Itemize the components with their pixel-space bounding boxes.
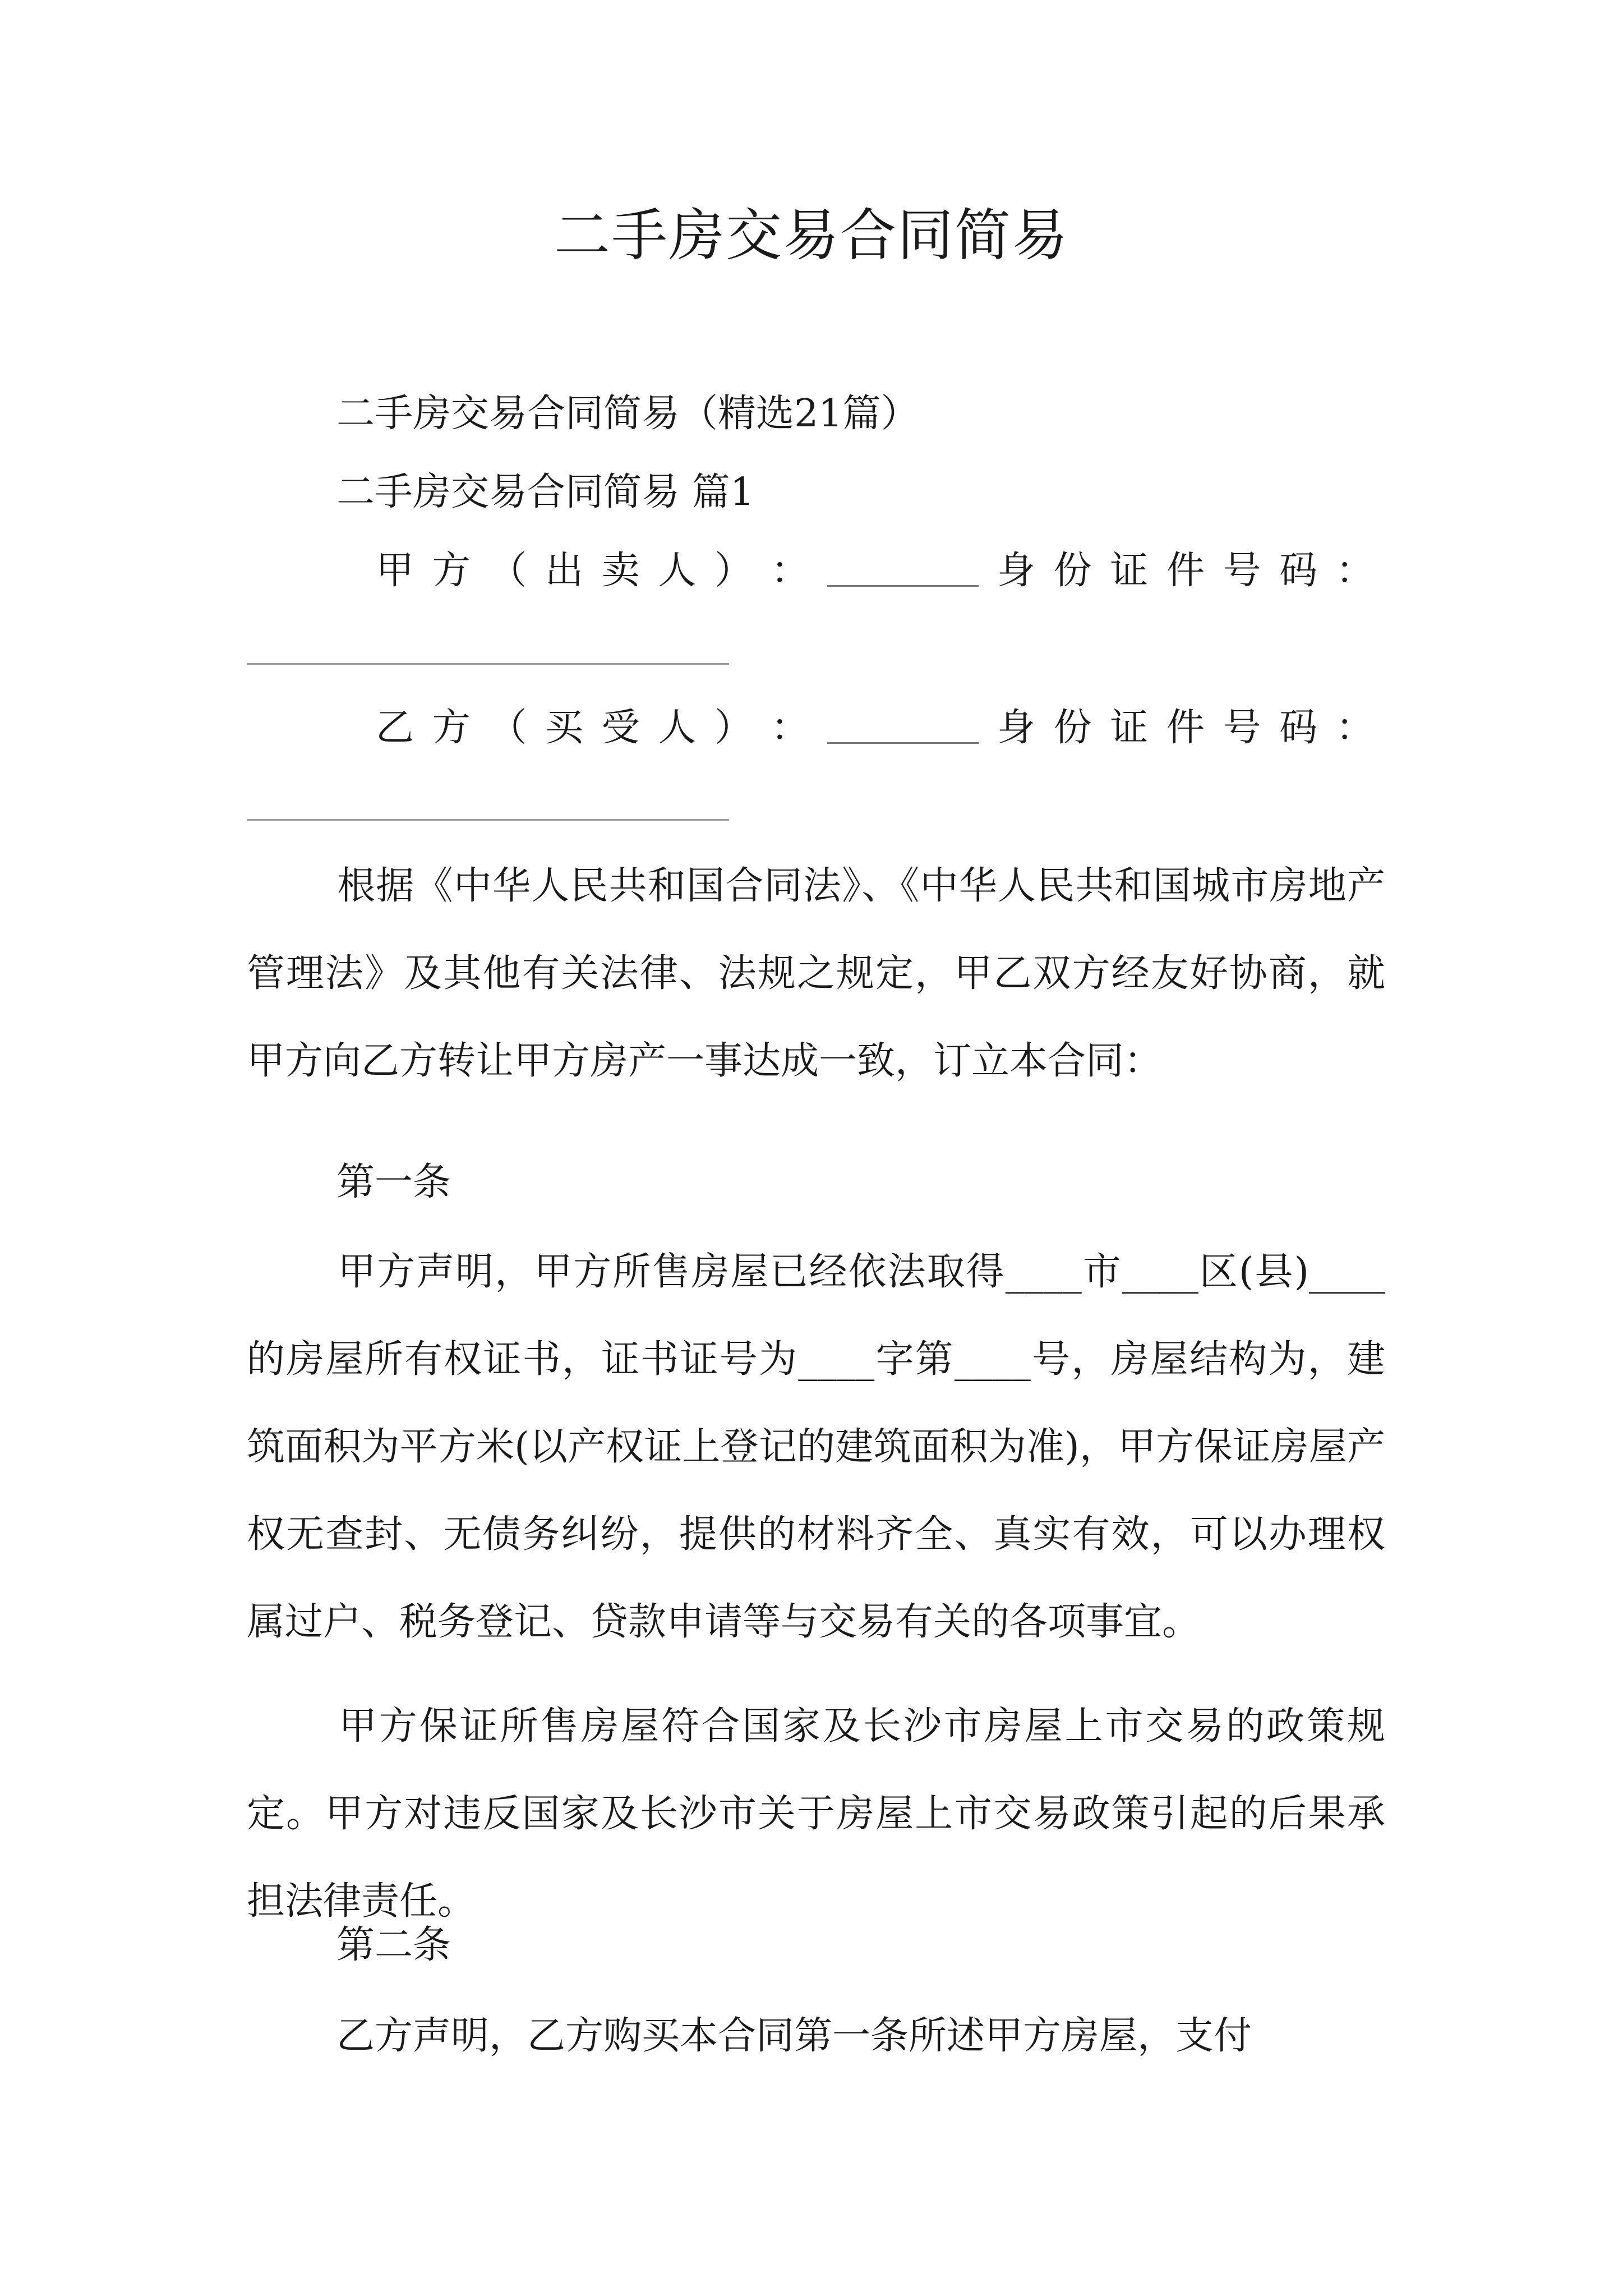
intro-paragraph bbox=[247, 843, 1385, 1105]
party-b-label-char: 人 bbox=[658, 706, 697, 750]
party-a-label-char: 人 bbox=[658, 549, 697, 593]
party-a-label-char: 方 bbox=[432, 549, 471, 593]
party-b-label-char: ： bbox=[771, 706, 809, 750]
party-b-id-char: 号 bbox=[1223, 706, 1261, 750]
party-b-id-char: 证 bbox=[1110, 706, 1149, 750]
party-b-id-char: 件 bbox=[1166, 706, 1205, 750]
party-b-label-char: 受 bbox=[601, 706, 640, 750]
party-a-label-char: 甲 bbox=[376, 549, 414, 593]
party-b-label-char: 方 bbox=[432, 706, 471, 750]
party-b-id-blank[interactable] bbox=[247, 819, 729, 821]
party-b-id-char: ： bbox=[1335, 706, 1374, 750]
party-a-id-char: 件 bbox=[1166, 549, 1205, 593]
party-b-id-char: 码 bbox=[1279, 706, 1318, 750]
article-2-paragraph-1-text: 乙方声明，乙方购买本合同第一条所述甲方房屋，支付 bbox=[336, 2014, 1252, 2058]
party-a-label-char: 出 bbox=[545, 549, 583, 593]
party-b-id-char: 身 bbox=[997, 706, 1035, 750]
intro-paragraph-text: 根据《中华人民共和国合同法》、《中华人民共和国城市房地产管理法》及其他有关法律、法规之规定，甲乙双方经友好协商，就甲方向乙方转让甲方房产一事达成一致，订立本合同： bbox=[247, 864, 1385, 1083]
party-a-label-char: ） bbox=[714, 549, 753, 593]
party-a-name-blank[interactable] bbox=[827, 551, 979, 587]
party-a-label-char: （ bbox=[488, 549, 527, 593]
party-a-label-char: 卖 bbox=[601, 549, 640, 593]
document-subtitle: 二手房交易合同简易（精选21篇） bbox=[336, 392, 919, 436]
party-b-id-char: 份 bbox=[1053, 706, 1092, 750]
party-b-label-char: ） bbox=[714, 706, 753, 750]
article-1-paragraph-2 bbox=[247, 1683, 1385, 1945]
party-a-id-char: 码 bbox=[1279, 549, 1318, 593]
party-a-row bbox=[376, 544, 1374, 598]
party-a-label-char: ： bbox=[771, 549, 809, 593]
document-title: 二手房交易合同简易 bbox=[554, 203, 1069, 268]
party-a-id-blank[interactable] bbox=[247, 663, 729, 665]
chapter-heading: 二手房交易合同简易 篇1 bbox=[336, 470, 754, 514]
party-a-id-char: ： bbox=[1335, 549, 1374, 593]
party-b-label-char: 买 bbox=[545, 706, 583, 750]
party-b-label-char: 乙 bbox=[376, 706, 414, 750]
party-a-id-char: 号 bbox=[1223, 549, 1261, 593]
party-a-id-char: 证 bbox=[1110, 549, 1149, 593]
party-b-label-char: （ bbox=[488, 706, 527, 750]
article-1-paragraph-1 bbox=[247, 1228, 1385, 1666]
article-2-heading: 第二条 bbox=[336, 1923, 451, 1967]
article-1-heading: 第一条 bbox=[336, 1160, 451, 1204]
party-b-row bbox=[376, 701, 1374, 755]
party-a-id-char: 身 bbox=[997, 549, 1035, 593]
party-b-name-blank[interactable] bbox=[827, 708, 979, 744]
article-1-paragraph-2-text: 甲方保证所售房屋符合国家及长沙市房屋上市交易的政策规定。甲方对违反国家及长沙市关于房屋上市交易政策引起的后果承担法律责任。 bbox=[247, 1704, 1385, 1924]
party-a-id-char: 份 bbox=[1053, 549, 1092, 593]
article-1-paragraph-1-text: 甲方声明，甲方所售房屋已经依法取得____市____区(县)____的房屋所有权证书，证书证号为____字第____号，房屋结构为，建筑面积为平方米(以产权证上登记的建筑面积为准)，甲方保证房屋产权无查封、无债务纠纷，提供的材料齐全、真实有效，可以办理权属过户、税务登记、贷款申请等与交易有关的各项事宜。 bbox=[247, 1250, 1385, 1644]
article-2-paragraph-1 bbox=[247, 1993, 1385, 2080]
